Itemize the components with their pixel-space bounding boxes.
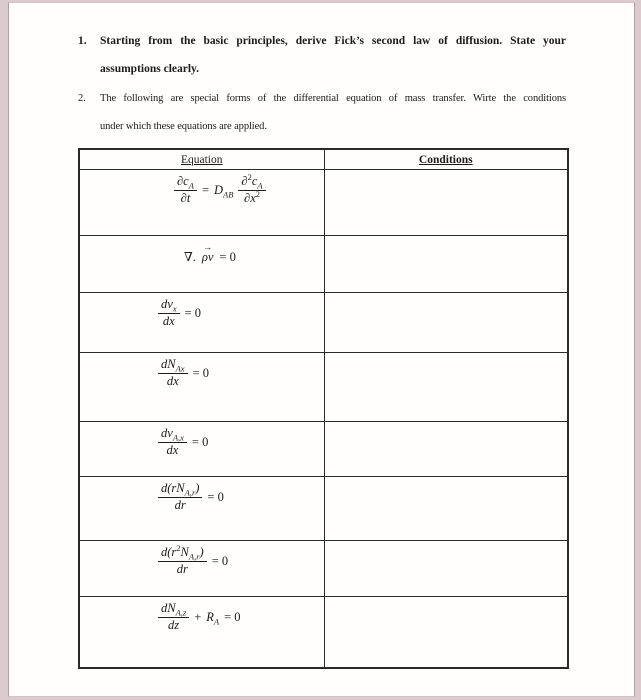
equation-cell [79, 236, 324, 293]
vector-arrow-icon: → [203, 241, 213, 252]
equation-rhs: = 0 [192, 365, 209, 380]
conditions-cell-empty [324, 597, 568, 668]
math-subscript: A [213, 616, 220, 627]
denominator [163, 314, 175, 329]
fraction [158, 482, 202, 513]
fraction [158, 602, 189, 633]
species-velocity-gradient-equation [158, 427, 324, 458]
math-symbol: ∂x [244, 190, 256, 205]
question-2-line-2: under which these equations are applied. [100, 121, 267, 132]
equation-rhs: = 0 [184, 305, 202, 320]
fraction [158, 298, 180, 329]
math-symbol: ) [195, 481, 200, 495]
denominator [177, 562, 188, 577]
velocity-gradient-equation [158, 298, 324, 329]
math-subscript: A [257, 180, 263, 191]
question-2 [78, 85, 569, 141]
question-2-line-1: The following are special forms of the differential equation of mass transfer. Wirte the conditions [100, 93, 566, 104]
ficks-second-law-equation [174, 171, 324, 206]
question-1-line-2: assumptions clearly. [100, 63, 200, 75]
math-symbol: ) [199, 545, 204, 559]
fraction [158, 542, 207, 577]
question-1-text [100, 27, 566, 83]
nabla-operator: ∇. [184, 250, 196, 264]
math-subscript: Ax [175, 363, 185, 374]
math-symbol: dr [174, 497, 186, 512]
math-symbol: dv [161, 426, 173, 440]
equation-rhs: = 0 [191, 434, 209, 449]
table-row [79, 422, 568, 477]
math-subscript: A,r [188, 551, 200, 562]
vector-term [201, 241, 215, 265]
math-symbol: rN [171, 481, 185, 495]
math-symbol: R [206, 609, 214, 624]
conditions-cell-empty [324, 293, 568, 353]
math-superscript: 2 [255, 188, 261, 199]
math-symbol: dr [176, 561, 188, 576]
conditions-cell-empty [324, 477, 568, 541]
numerator [158, 482, 202, 498]
column-header-conditions: Conditions [324, 149, 568, 170]
fraction [174, 175, 197, 206]
plus-sign: + [194, 609, 202, 624]
math-symbol: N [180, 545, 189, 559]
equation-cell [79, 422, 324, 477]
diffusivity-coefficient [214, 183, 233, 198]
page-content [78, 27, 569, 669]
table-row [79, 353, 568, 422]
denominator [167, 374, 179, 389]
math-symbol: dN [161, 357, 176, 371]
equation-rhs: = 0 [224, 609, 241, 624]
numerator [158, 602, 189, 618]
table-row [79, 293, 568, 353]
numerator [158, 427, 187, 443]
question-1 [78, 27, 569, 83]
math-symbol: dN [161, 601, 176, 615]
numerator [158, 542, 207, 562]
math-symbol: d( [161, 481, 172, 495]
equals-sign: = [201, 182, 209, 197]
math-symbol: d( [161, 545, 172, 559]
equation-cell [79, 293, 324, 353]
continuity-equation [184, 241, 324, 265]
math-subscript: A,z [175, 607, 187, 618]
flux-gradient-x-equation [158, 358, 324, 389]
conditions-cell-empty [324, 541, 568, 597]
numerator [238, 171, 265, 191]
reaction-term [206, 610, 219, 625]
numerator [158, 298, 180, 314]
numerator [174, 175, 197, 191]
table-row [79, 541, 568, 597]
conditions-cell-empty [324, 422, 568, 477]
denominator [175, 498, 186, 513]
math-superscript: 2 [247, 171, 252, 182]
math-symbol: c [251, 174, 258, 188]
equation-rhs: = 0 [219, 249, 236, 264]
math-symbol: ∂t [180, 190, 191, 205]
math-subscript: x [172, 303, 177, 314]
column-header-equation: Equation [79, 149, 324, 170]
spherical-flux-equation [158, 542, 324, 577]
math-symbol: dv [161, 297, 173, 311]
flux-with-reaction-equation [158, 602, 324, 633]
question-1-number: 1. [78, 35, 87, 47]
math-superscript: 2 [176, 542, 181, 553]
math-symbol: r [171, 545, 177, 559]
equation-cell [79, 353, 324, 422]
equation-cell [79, 170, 324, 236]
denominator [181, 191, 191, 206]
math-symbol: ρv [201, 249, 214, 264]
cylindrical-flux-equation [158, 482, 324, 513]
table-row [79, 170, 568, 236]
fraction [158, 427, 187, 458]
conditions-cell-empty [324, 353, 568, 422]
math-symbol: dz [168, 617, 180, 632]
equation-cell [79, 597, 324, 668]
conditions-cell-empty [324, 236, 568, 293]
question-1-line-1: Starting from the basic principles, derive Fick’s second law of diffusion. State your [100, 35, 566, 47]
equation-cell [79, 477, 324, 541]
equations-table [78, 148, 569, 669]
denominator [167, 443, 179, 458]
math-symbol: ∂ [241, 174, 248, 188]
question-2-text [100, 85, 566, 141]
question-2-number: 2. [78, 93, 86, 104]
conditions-cell-empty [324, 170, 568, 236]
math-subscript: AB [223, 189, 234, 200]
equation-rhs: = 0 [211, 553, 229, 568]
math-subscript: A [188, 180, 194, 191]
math-symbol: ∂c [177, 174, 189, 188]
numerator [158, 358, 188, 374]
fraction [158, 358, 188, 389]
table-header-row [79, 149, 568, 170]
denominator [244, 188, 261, 206]
fraction [238, 171, 265, 206]
equation-rhs: = 0 [207, 489, 224, 504]
table-row [79, 236, 568, 293]
math-symbol: dx [166, 442, 179, 457]
table-row [79, 477, 568, 541]
denominator [168, 618, 179, 633]
math-symbol: dx [162, 313, 175, 328]
document-page [8, 2, 635, 697]
table-row [79, 597, 568, 668]
equation-cell [79, 541, 324, 597]
math-subscript: A,x [172, 432, 184, 443]
math-symbol: dx [166, 373, 179, 388]
math-subscript: A,r [184, 487, 196, 498]
math-symbol: D [214, 182, 224, 197]
